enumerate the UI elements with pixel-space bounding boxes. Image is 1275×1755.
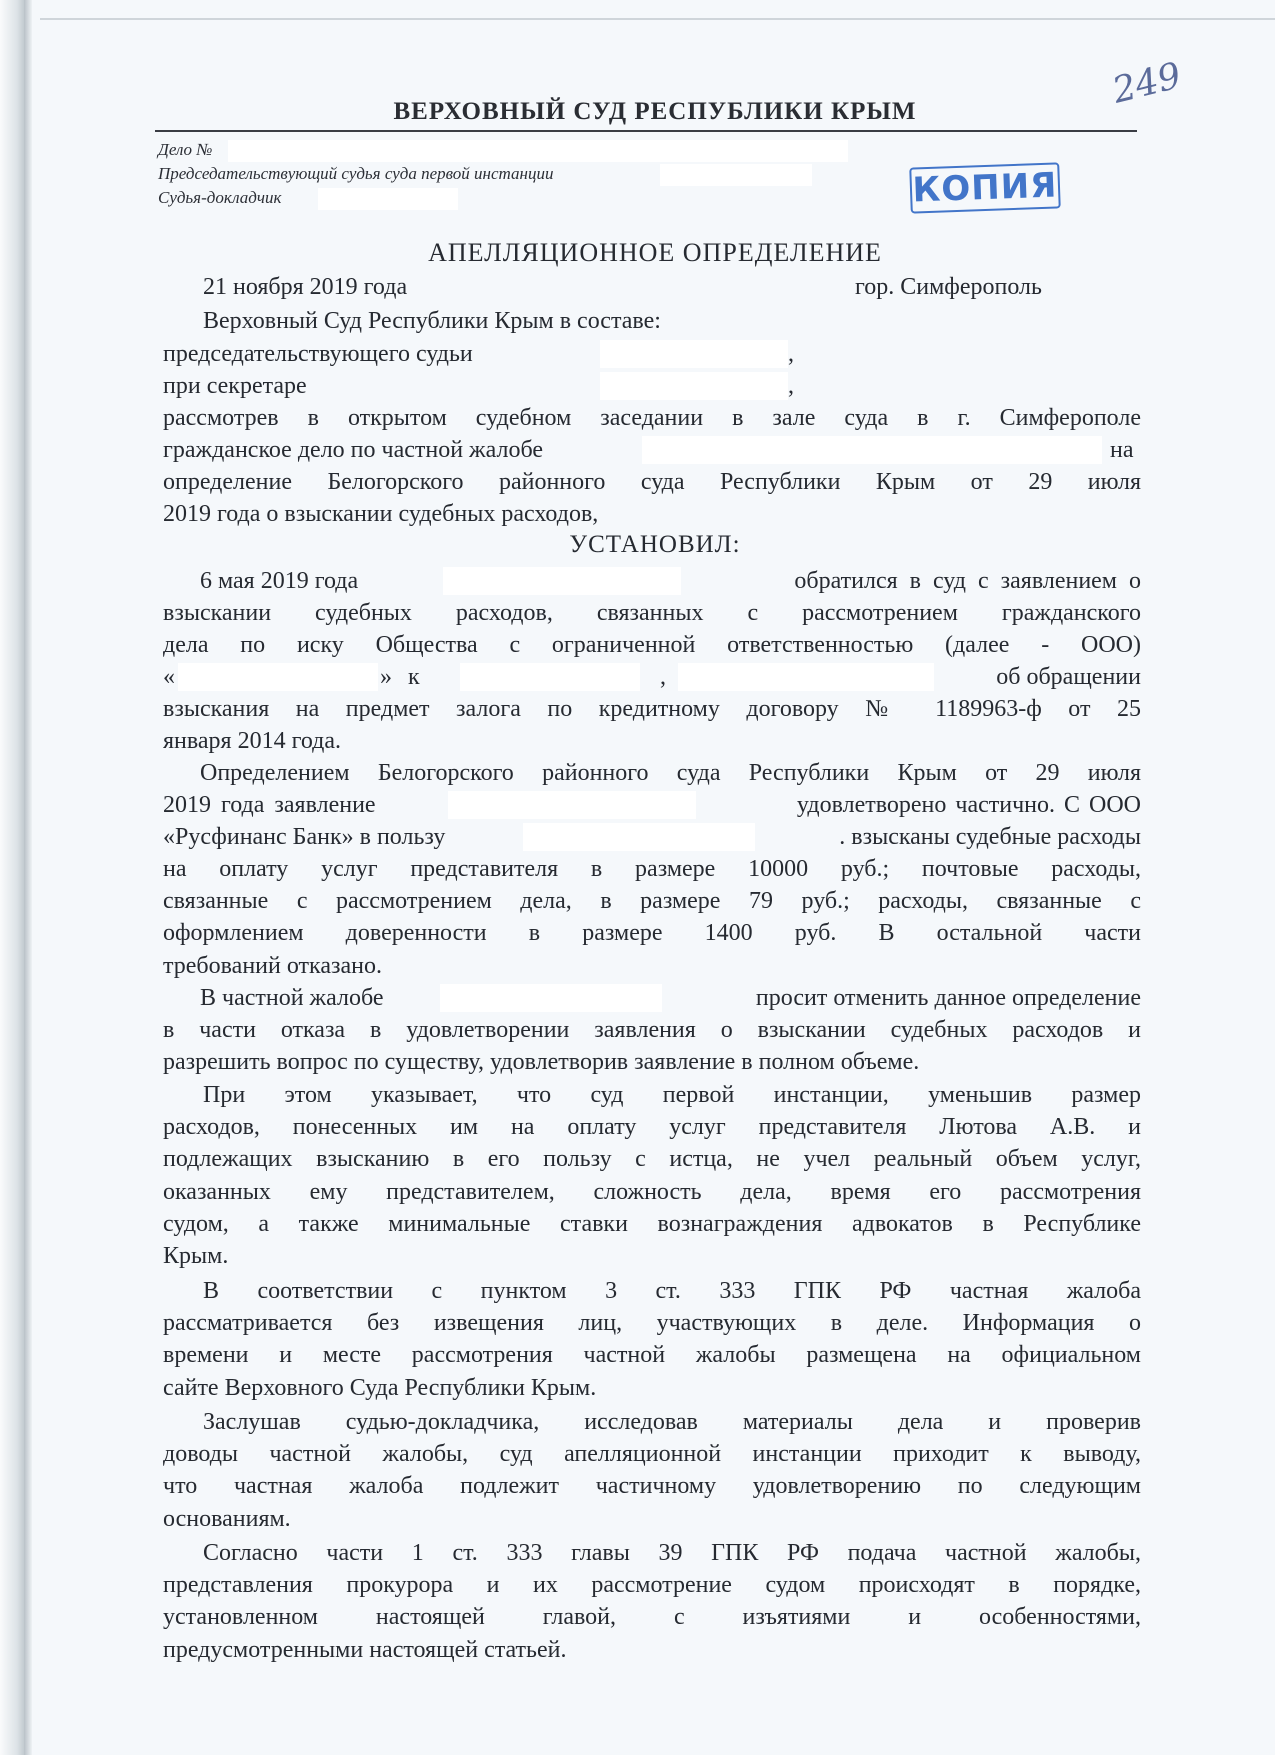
header-rule — [155, 130, 1137, 132]
paragraph-1 — [163, 597, 1141, 661]
scan-top-edge — [40, 18, 1275, 20]
text-line: в части отказа в удовлетворении заявления о взыскании судебных расходов и — [163, 1017, 1141, 1043]
paragraph-7 — [163, 1537, 1141, 1666]
text-line: времени и месте рассмотрения частной жалобы размещена на официальном — [163, 1342, 1141, 1369]
redacted-reporting-judge — [318, 188, 458, 210]
redacted-applicant — [443, 567, 681, 595]
text-line: взыскании судебных расходов, связанных с рассмотрением гражданского — [163, 600, 1141, 626]
text-line: 2019 года о взыскании судебных расходов, — [163, 501, 599, 528]
text-line: « — [163, 664, 175, 690]
decision-city: гор. Симферополь — [855, 274, 1042, 300]
text-line: , — [660, 664, 666, 690]
case-number-label: Дело № — [158, 140, 213, 159]
presiding-judge-label: председательствующего судьи — [163, 341, 473, 367]
text-line: Крым. — [163, 1243, 229, 1270]
paragraph-2 — [200, 757, 1141, 789]
text-line: 6 мая 2019 года — [200, 568, 359, 594]
text-line: 2019 года заявление — [163, 792, 376, 818]
intro-paragraph — [163, 402, 1141, 434]
text-line: рассматривается без извещения лиц, участвующих в деле. Информация о — [163, 1310, 1141, 1337]
text-line: оформлением доверенности в размере 1400 руб. В остальной части — [163, 920, 1141, 947]
comma: , — [788, 373, 794, 399]
paragraph-1-cont — [163, 693, 1141, 757]
first-instance-judge-label: Председательствующий судья суда первой инстанции — [158, 164, 554, 183]
redacted-presiding-judge — [600, 340, 788, 368]
text-line: оказанных ему представителем, сложность дела, время его рассмотрения — [163, 1178, 1141, 1205]
text-line: основаниям. — [163, 1505, 291, 1532]
intro-paragraph-cont — [163, 466, 1141, 530]
redacted-secretary — [600, 372, 788, 400]
text-line: В частной жалобе — [200, 985, 384, 1011]
paragraph-4 — [163, 1079, 1141, 1272]
established-heading: УСТАНОВИЛ: — [569, 531, 741, 558]
text-line: представления прокурора и их рассмотрение судом происходят в порядке, — [163, 1572, 1141, 1599]
text-line: удовлетворено частично. С ООО — [796, 792, 1141, 818]
text-line: судом, а также минимальные ставки вознаграждения адвокатов в Республике — [163, 1210, 1141, 1237]
redacted-defendant-1 — [460, 663, 640, 691]
text-line: определение Белогорского районного суда Республики Крым от 29 июля — [163, 469, 1141, 495]
redacted-appellant — [642, 436, 1102, 464]
paragraph-6 — [163, 1406, 1141, 1535]
text-line: гражданское дело по частной жалобе — [163, 437, 544, 463]
text-line: . взысканы судебные расходы — [839, 824, 1141, 850]
text-line: взыскания на предмет залога по кредитному договору № 1189963-ф от 25 — [163, 696, 1141, 722]
text-line: на оплату услуг представителя в размере 10000 руб.; почтовые расходы, — [163, 856, 1141, 882]
text-line: что частная жалоба подлежит частичному удовлетворению по следующим — [163, 1473, 1141, 1500]
text-line: связанные с рассмотрением дела, в размере 79 руб.; расходы, связанные с — [163, 888, 1141, 915]
redacted-first-instance-judge — [660, 164, 812, 186]
comma: , — [788, 341, 794, 367]
text-line: расходов, понесенных им на оплату услуг представителя Лютова А.В. и — [163, 1114, 1141, 1141]
text-line: подлежащих взысканию в его пользу с истца, не учел реальный объем услуг, — [163, 1146, 1141, 1173]
decision-date: 21 ноября 2019 года — [203, 274, 408, 300]
scan-fold-shadow — [24, 0, 32, 1755]
secretary-label: при секретаре — [163, 373, 307, 399]
text-line: разрешить вопрос по существу, удовлетворив заявление в полном объеме. — [163, 1049, 920, 1076]
text-line: просит отменить данное определение — [755, 985, 1141, 1011]
text-line: на — [1110, 437, 1134, 463]
handwritten-page-number: 249 — [1108, 55, 1186, 112]
paragraph-2-cont — [163, 853, 1141, 982]
text-line: обратился в суд с заявлением о — [794, 568, 1141, 594]
redacted-defendant-2 — [678, 663, 934, 691]
text-line: » к — [380, 664, 420, 690]
text-line: рассмотрев в открытом судебном заседании в зале суда в г. Симферополе — [163, 405, 1141, 431]
text-line: При этом указывает, что суд первой инстанции, уменьшив размер — [203, 1082, 1141, 1108]
paragraph-5 — [163, 1275, 1141, 1404]
document-title: АПЕЛЛЯЦИОННОЕ ОПРЕДЕЛЕНИЕ — [428, 238, 882, 267]
paragraph-3 — [163, 1014, 1141, 1078]
redacted-plaintiff — [178, 663, 378, 691]
text-line: января 2014 года. — [163, 728, 342, 755]
text-line: установленном настоящей главой, с изъятиями и особенностями, — [163, 1604, 1141, 1631]
text-line: Определением Белогорского районного суда Республики Крым от 29 июля — [200, 760, 1141, 786]
text-line: доводы частной жалобы, суд апелляционной инстанции приходит к выводу, — [163, 1441, 1141, 1468]
text-line: В соответствии с пунктом 3 ст. 333 ГПК РФ частная жалоба — [203, 1278, 1141, 1304]
text-line: сайте Верховного Суда Республики Крым. — [163, 1374, 597, 1401]
text-line: дела по иску Общества с ограниченной ответственностью (далее - ООО) — [163, 632, 1141, 659]
court-composition: Верховный Суд Республики Крым в составе: — [203, 308, 661, 334]
copy-stamp: КОПИЯ — [909, 162, 1061, 213]
text-line: предусмотренными настоящей статьей. — [163, 1636, 567, 1663]
redacted-applicant — [448, 791, 696, 819]
text-line: «Русфинанс Банк» в пользу — [163, 824, 446, 850]
redacted-applicant — [440, 984, 662, 1012]
text-line: требований отказано. — [163, 952, 382, 979]
reporting-judge-label: Судья-докладчик — [158, 188, 282, 207]
redacted-case-number — [228, 140, 848, 162]
court-name-heading: ВЕРХОВНЫЙ СУД РЕСПУБЛИКИ КРЫМ — [393, 98, 917, 125]
text-line: об обращении — [996, 664, 1141, 690]
text-line: Заслушав судью-докладчика, исследовав материалы дела и проверив — [203, 1409, 1141, 1435]
redacted-applicant — [523, 823, 755, 851]
text-line: Согласно части 1 ст. 333 главы 39 ГПК РФ подача частной жалобы, — [203, 1540, 1141, 1566]
scan-left-edge — [0, 0, 24, 1755]
